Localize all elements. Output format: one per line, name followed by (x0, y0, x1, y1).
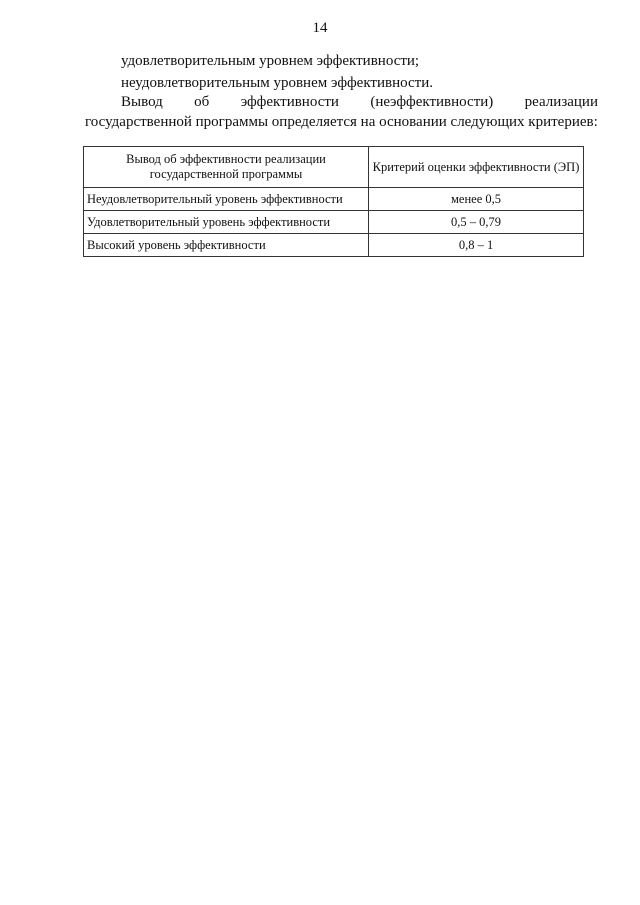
word: (неэффективности) (370, 94, 494, 110)
header-criterion: Критерий оценки эффективности (ЭП) (369, 147, 584, 188)
word: Вывод (121, 94, 163, 110)
cell-criterion: менее 0,5 (369, 188, 584, 211)
cell-level: Неудовлетворительный уровень эффективности (84, 188, 369, 211)
header-conclusion: Вывод об эффективности реализации государственной программы (84, 147, 369, 188)
paragraph-line-criteria-intro: государственной программы определяется на основании следующих критериев: (85, 114, 598, 130)
cell-level: Высокий уровень эффективности (84, 234, 369, 257)
page-number: 14 (312, 20, 328, 36)
word: об (194, 94, 210, 110)
word: реализации (524, 94, 598, 110)
table-row (84, 211, 584, 234)
paragraph-line-satisfactory: удовлетворительным уровнем эффективности; (121, 53, 420, 69)
table-row (84, 188, 584, 211)
paragraph-line-conclusion (121, 93, 598, 112)
paragraph-line-unsatisfactory: неудовлетворительным уровнем эффективности. (121, 75, 433, 91)
cell-level: Удовлетворительный уровень эффективности (84, 211, 369, 234)
cell-criterion: 0,8 – 1 (369, 234, 584, 257)
efficiency-criteria-table (83, 146, 584, 257)
table-row (84, 234, 584, 257)
word: эффективности (240, 94, 339, 110)
table-header-row (84, 147, 584, 188)
cell-criterion: 0,5 – 0,79 (369, 211, 584, 234)
